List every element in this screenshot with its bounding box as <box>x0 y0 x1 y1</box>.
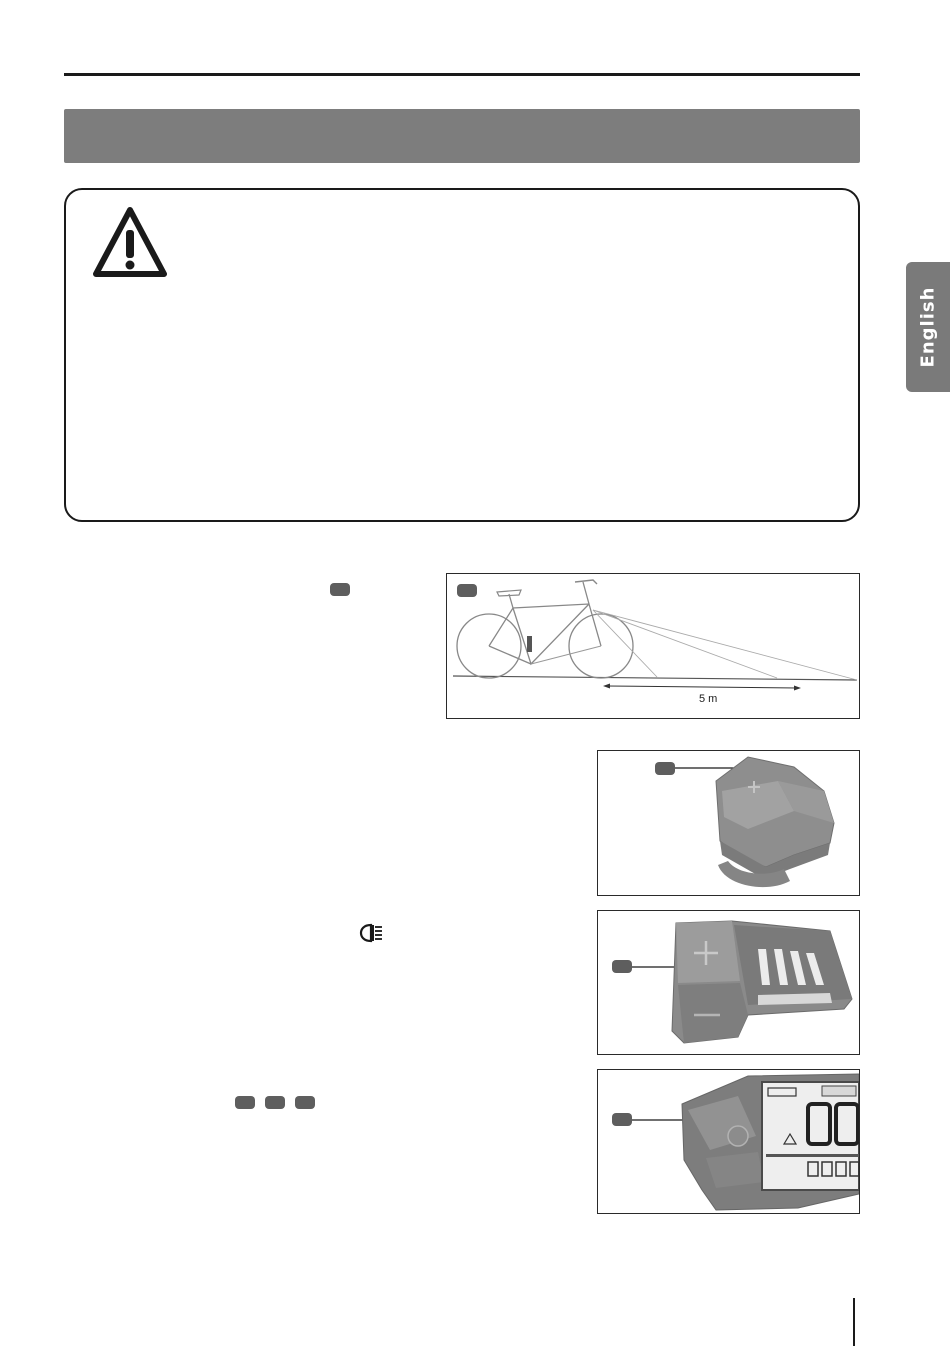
remote-illustration <box>598 751 859 895</box>
page-edge-rule <box>853 1298 855 1346</box>
warning-box <box>64 188 860 522</box>
led-remote-illustration <box>598 911 859 1054</box>
warning-icon <box>92 204 168 280</box>
figure-led-remote <box>597 910 860 1055</box>
language-tab-label: English <box>917 286 939 368</box>
language-side-tab <box>906 262 950 392</box>
reference-badge <box>265 1096 285 1109</box>
top-rule <box>64 73 860 76</box>
reference-badge <box>295 1096 315 1109</box>
reference-badge <box>330 583 350 596</box>
figure-bicycle-headlight <box>446 573 860 719</box>
section-title-bar <box>64 109 860 163</box>
headlight-icon <box>358 922 384 944</box>
figure-handlebar-remote <box>597 750 860 896</box>
figure-lcd-display <box>597 1069 860 1214</box>
distance-label: 5 m <box>699 693 718 705</box>
bicycle-illustration <box>447 574 859 718</box>
lcd-display-illustration <box>598 1070 859 1213</box>
reference-badge <box>235 1096 255 1109</box>
